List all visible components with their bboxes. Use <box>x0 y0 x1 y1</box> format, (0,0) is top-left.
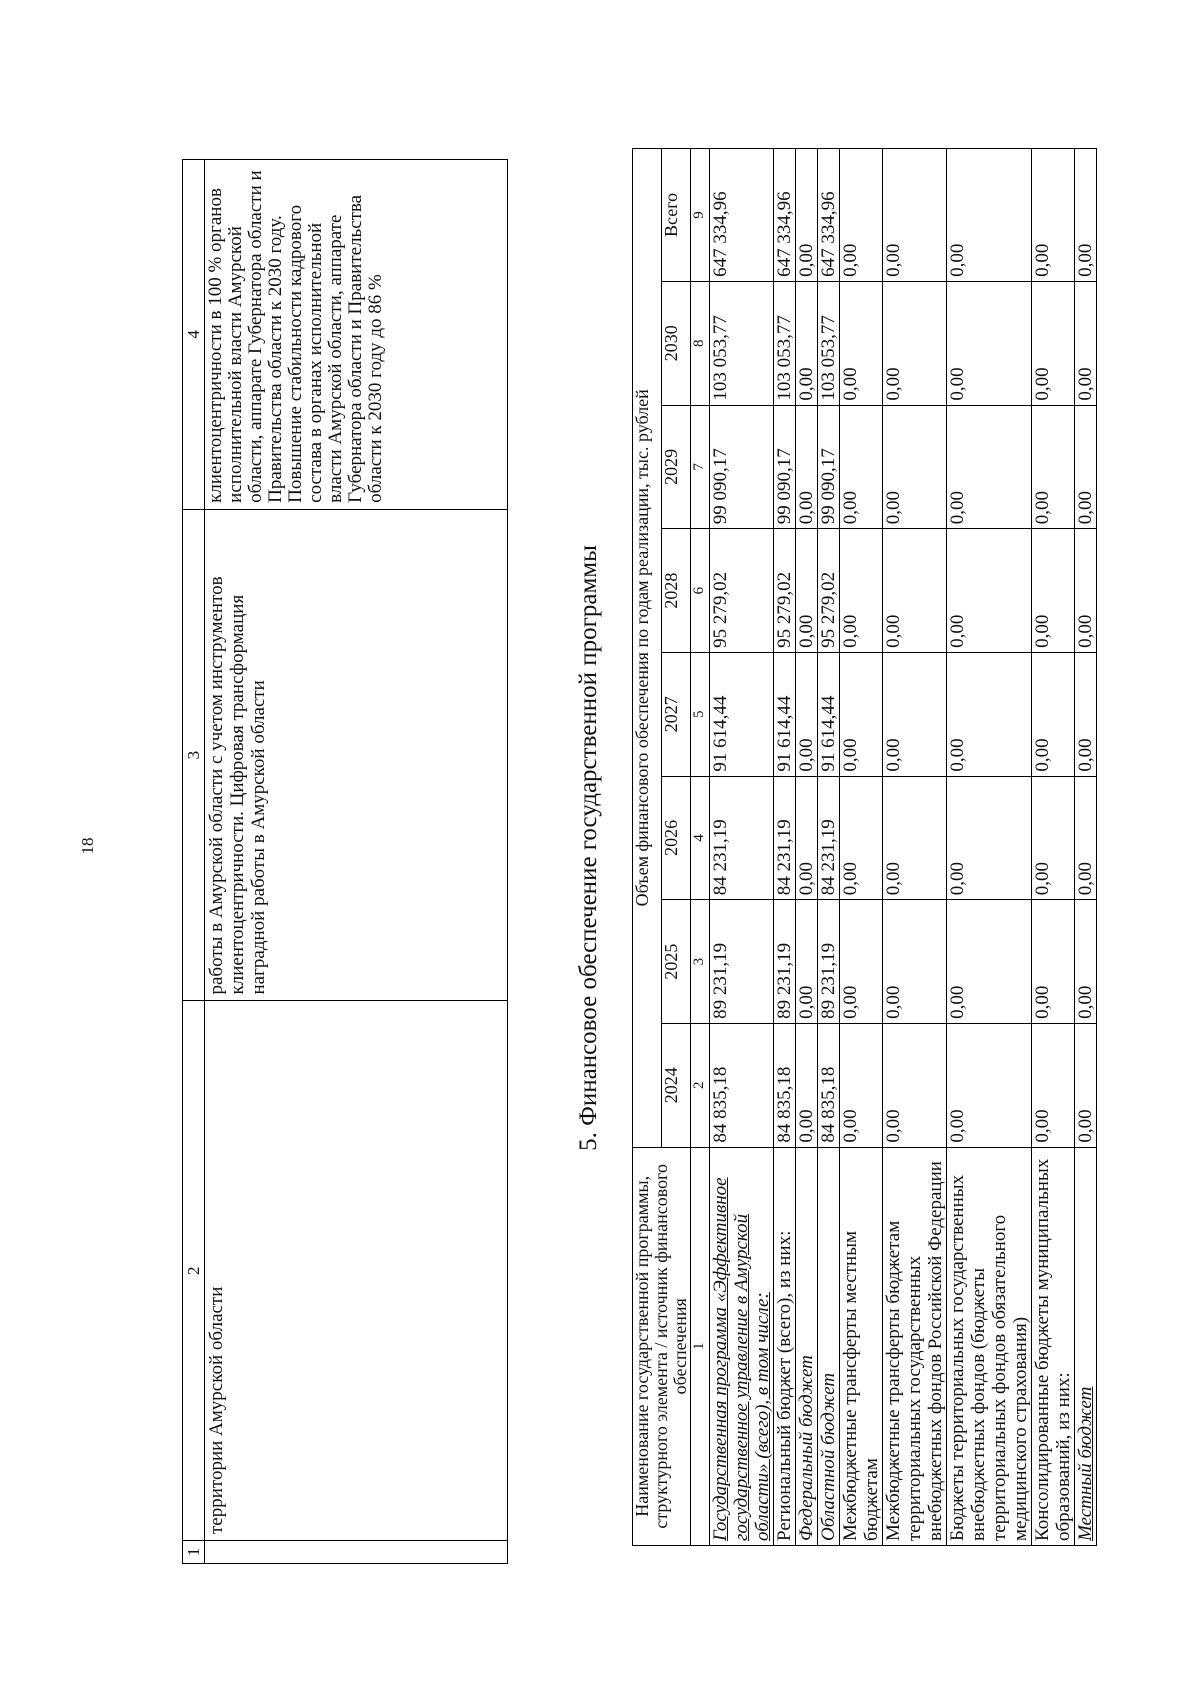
column-number: 8 <box>691 281 710 405</box>
row-value: 89 231,19 <box>818 900 840 1024</box>
row-value: 0,00 <box>1032 405 1075 529</box>
table-row <box>947 149 1032 1546</box>
row-value: 84 231,19 <box>710 776 774 900</box>
table-row <box>1075 149 1097 1546</box>
row-value: 84 231,19 <box>774 776 796 900</box>
row-value: 89 231,19 <box>774 900 796 1024</box>
col-header-4: 4 <box>183 160 205 510</box>
row-value: 84 835,18 <box>774 1023 796 1147</box>
row-value: 0,00 <box>796 652 818 776</box>
section-title: 5. Финансовое обеспечение государственной программы <box>575 545 602 1151</box>
row-value: 0,00 <box>1075 1023 1097 1147</box>
row-value: 0,00 <box>796 900 818 1024</box>
header-total: Всего <box>662 149 691 282</box>
table-row <box>883 149 947 1546</box>
column-number: 6 <box>691 529 710 653</box>
row-value: 0,00 <box>1032 652 1075 776</box>
finance-column-numbers-row <box>691 149 710 1546</box>
row-value: 0,00 <box>947 405 1032 529</box>
row-name: Бюджеты территориальных государственных внебюджетных фондов (бюджеты территориальных фондов обязательного медицинского страхования) <box>947 1147 1032 1545</box>
row-name: Местный бюджет <box>1075 1147 1097 1545</box>
row-value: 99 090,17 <box>710 405 774 529</box>
row-value: 0,00 <box>1032 1023 1075 1147</box>
row-value: 0,00 <box>796 776 818 900</box>
row-value: 0,00 <box>947 776 1032 900</box>
row-value: 0,00 <box>840 149 883 282</box>
header-year: 2030 <box>662 281 691 405</box>
column-number: 5 <box>691 652 710 776</box>
row-value: 0,00 <box>1032 281 1075 405</box>
header-name-source: Наименование государственной программы, структурного элемента / источник финансового обеспечения <box>633 1147 691 1545</box>
row-value: 0,00 <box>883 281 947 405</box>
row-value: 0,00 <box>947 529 1032 653</box>
header-year: 2027 <box>662 652 691 776</box>
row-value: 84 231,19 <box>818 776 840 900</box>
col-header-3: 3 <box>183 509 205 1001</box>
column-number: 9 <box>691 149 710 282</box>
row-value: 647 334,96 <box>774 149 796 282</box>
col-header-1: 1 <box>183 1541 205 1564</box>
row-name: Областной бюджет <box>818 1147 840 1545</box>
table-row <box>818 149 840 1546</box>
column-number: 2 <box>691 1023 710 1147</box>
row-value: 0,00 <box>1032 900 1075 1024</box>
row-name: Межбюджетные трансферты местным бюджетам <box>840 1147 883 1545</box>
row-value: 0,00 <box>1075 776 1097 900</box>
row-value: 103 053,77 <box>774 281 796 405</box>
cell-col-3: работы в Амурской области с учетом инструментов клиентоцентричности. Цифровая трансформация наградной работы в Амурской области <box>205 509 508 1001</box>
row-value: 0,00 <box>1032 149 1075 282</box>
row-value: 0,00 <box>883 776 947 900</box>
header-year: 2025 <box>662 900 691 1024</box>
continuation-row <box>205 160 508 1564</box>
row-value: 95 279,02 <box>774 529 796 653</box>
row-value: 103 053,77 <box>710 281 774 405</box>
row-value: 84 835,18 <box>710 1023 774 1147</box>
row-value: 0,00 <box>796 405 818 529</box>
finance-header-row-1 <box>633 149 662 1546</box>
continuation-table <box>182 159 508 1564</box>
row-value: 0,00 <box>840 776 883 900</box>
row-value: 0,00 <box>1075 900 1097 1024</box>
row-value: 99 090,17 <box>818 405 840 529</box>
row-value: 0,00 <box>947 900 1032 1024</box>
row-value: 0,00 <box>1075 281 1097 405</box>
row-value: 0,00 <box>1075 405 1097 529</box>
header-year: 2029 <box>662 405 691 529</box>
row-value: 0,00 <box>840 405 883 529</box>
table-row <box>840 149 883 1546</box>
row-value: 0,00 <box>883 652 947 776</box>
cell-col-1 <box>205 1541 508 1564</box>
row-value: 0,00 <box>840 1023 883 1147</box>
row-value: 0,00 <box>796 529 818 653</box>
row-value: 0,00 <box>883 149 947 282</box>
row-value: 0,00 <box>1075 149 1097 282</box>
row-value: 95 279,02 <box>818 529 840 653</box>
row-value: 91 614,44 <box>818 652 840 776</box>
row-value: 0,00 <box>947 149 1032 282</box>
table-row <box>1032 149 1075 1546</box>
row-value: 647 334,96 <box>818 149 840 282</box>
row-value: 0,00 <box>840 900 883 1024</box>
header-year: 2024 <box>662 1023 691 1147</box>
row-value: 0,00 <box>1075 529 1097 653</box>
column-number: 1 <box>691 1147 710 1545</box>
row-value: 0,00 <box>1075 652 1097 776</box>
row-value: 0,00 <box>883 1023 947 1147</box>
table-row <box>796 149 818 1546</box>
column-number: 4 <box>691 776 710 900</box>
row-value: 103 053,77 <box>818 281 840 405</box>
row-value: 0,00 <box>840 281 883 405</box>
row-name: Региональный бюджет (всего), из них: <box>774 1147 796 1545</box>
row-value: 84 835,18 <box>818 1023 840 1147</box>
row-name: Консолидированные бюджеты муниципальных образований, из них: <box>1032 1147 1075 1545</box>
row-value: 0,00 <box>840 652 883 776</box>
row-value: 0,00 <box>1032 529 1075 653</box>
finance-table <box>632 148 1097 1546</box>
table-row <box>710 149 774 1546</box>
column-number: 7 <box>691 405 710 529</box>
row-value: 99 090,17 <box>774 405 796 529</box>
row-value: 0,00 <box>796 1023 818 1147</box>
row-value: 95 279,02 <box>710 529 774 653</box>
row-name: Федеральный бюджет <box>796 1147 818 1545</box>
row-value: 0,00 <box>796 149 818 282</box>
row-value: 0,00 <box>883 529 947 653</box>
row-value: 0,00 <box>947 1023 1032 1147</box>
row-value: 0,00 <box>796 281 818 405</box>
cell-col-4: клиентоцентричности в 100 % органов исполнительной власти Амурской области, аппарате Губернатора области и Правительства области к 2030 году. Повышение стабильности кадрового состава в органах исполнительной власти Амурской области, аппарате Губернатора области и Правительства области к 2030 году до 86 % <box>205 160 508 510</box>
continuation-header-row <box>183 160 205 1564</box>
cell-col-2: территории Амурской области <box>205 1001 508 1541</box>
row-value: 0,00 <box>883 405 947 529</box>
header-year: 2028 <box>662 529 691 653</box>
row-value: 0,00 <box>883 900 947 1024</box>
row-value: 91 614,44 <box>774 652 796 776</box>
row-value: 89 231,19 <box>710 900 774 1024</box>
table-row <box>774 149 796 1546</box>
row-name: Межбюджетные трансферты бюджетам территориальных государственных внебюджетных фондов Российской Федерации <box>883 1147 947 1545</box>
row-value: 0,00 <box>1032 776 1075 900</box>
row-name: Государственная программа «Эффективное государственное управление в Амурской области» (всего), в том числе: <box>710 1147 774 1545</box>
row-value: 91 614,44 <box>710 652 774 776</box>
row-value: 0,00 <box>840 529 883 653</box>
col-header-2: 2 <box>183 1001 205 1541</box>
row-value: 647 334,96 <box>710 149 774 282</box>
header-volume: Объем финансового обеспечения по годам реализации, тыс. рублей <box>633 149 662 1148</box>
column-number: 3 <box>691 900 710 1024</box>
header-year: 2026 <box>662 776 691 900</box>
row-value: 0,00 <box>947 281 1032 405</box>
row-value: 0,00 <box>947 652 1032 776</box>
page-number: 18 <box>78 837 97 855</box>
